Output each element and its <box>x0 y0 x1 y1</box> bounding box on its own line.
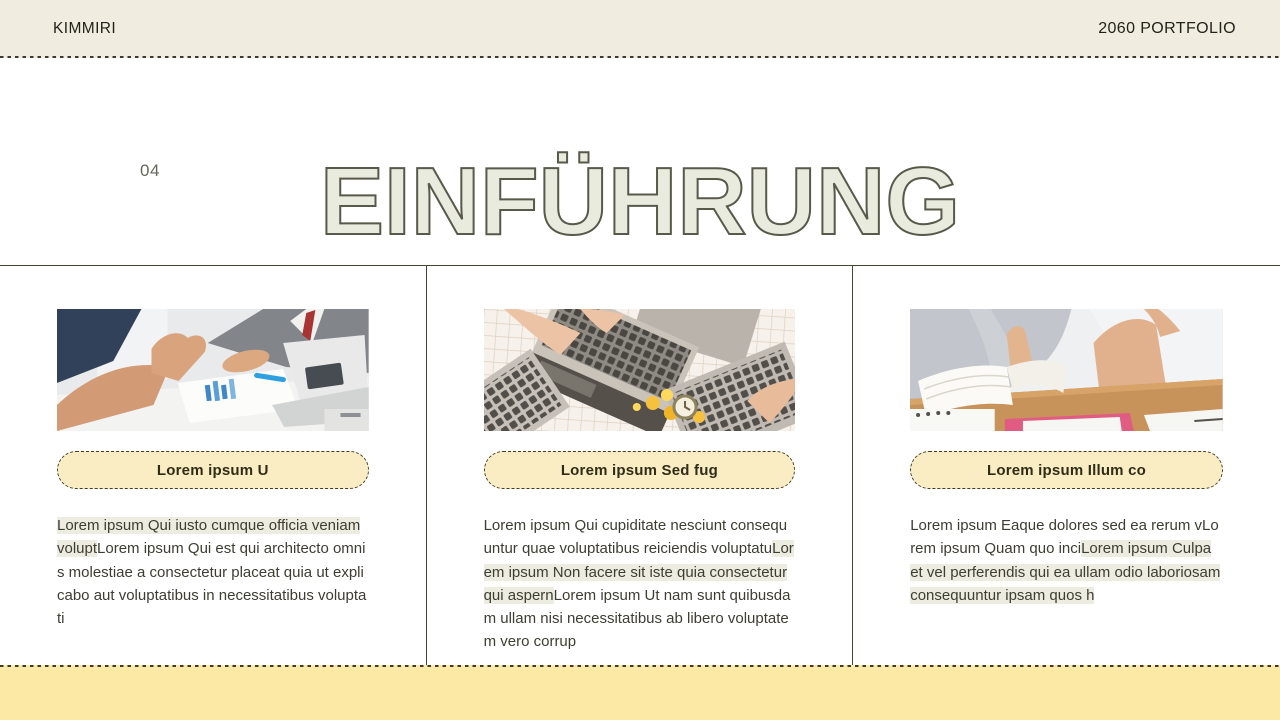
portfolio-label: 2060 PORTFOLIO <box>1098 20 1236 37</box>
footer-band <box>0 665 1280 720</box>
students-pointing-at-book-photo <box>910 309 1223 431</box>
highlighted-text-run: Lorem ipsum Non facere sit iste quia consectetur qui aspern <box>483 540 794 604</box>
laptops-top-view-photo <box>484 309 796 431</box>
column-paragraph <box>910 514 1223 607</box>
text-run: Lorem ipsum Qui cupiditate nesciunt consequuntur quae voluptatibus reiciendis voluptatu <box>483 517 788 558</box>
column-paragraph <box>57 514 369 630</box>
slide-number: 04 <box>140 161 160 180</box>
text-run: Lorem ipsum Eaque dolores sed ea rerum vLorem ipsum Quam quo inci <box>910 517 1219 558</box>
business-meeting-photo <box>57 309 369 431</box>
study-books-illustration <box>910 309 1223 431</box>
highlighted-text-run: Lorem ipsum Qui iusto cumque officia veniam volupt <box>57 517 361 558</box>
page-title: EINFÜHRUNG <box>320 148 960 255</box>
badge-pill <box>910 451 1223 489</box>
brand-name: KIMMIRI <box>53 20 117 37</box>
badge-pill <box>484 451 796 489</box>
badge-label: Lorem ipsum Sed fug <box>560 461 718 479</box>
content-columns <box>0 265 1280 665</box>
badge-pill <box>57 451 369 489</box>
laptops-illustration <box>484 309 796 431</box>
column-2 <box>427 266 854 665</box>
badge-label: Lorem ipsum Illum co <box>986 461 1146 479</box>
column-paragraph <box>484 514 796 654</box>
hero-section <box>0 58 1280 265</box>
text-run: Lorem ipsum Qui est qui architecto omnis molestiae a consectetur placeat quia ut explicabo aut voluptatibus in necessitatibus voluptati <box>57 540 367 628</box>
column-1 <box>0 266 427 665</box>
highlighted-text-run: Lorem ipsum Culpa et vel perferendis qui ea ullam odio laboriosam consequuntur ipsam quos h <box>910 540 1221 604</box>
top-bar <box>0 0 1280 58</box>
text-run: Lorem ipsum Ut nam sunt quibusdam ullam nisi necessitatibus ab libero voluptatem vero corrup <box>483 586 791 651</box>
business-meeting-illustration <box>57 309 369 431</box>
column-3 <box>853 266 1280 665</box>
badge-label: Lorem ipsum U <box>156 461 269 479</box>
